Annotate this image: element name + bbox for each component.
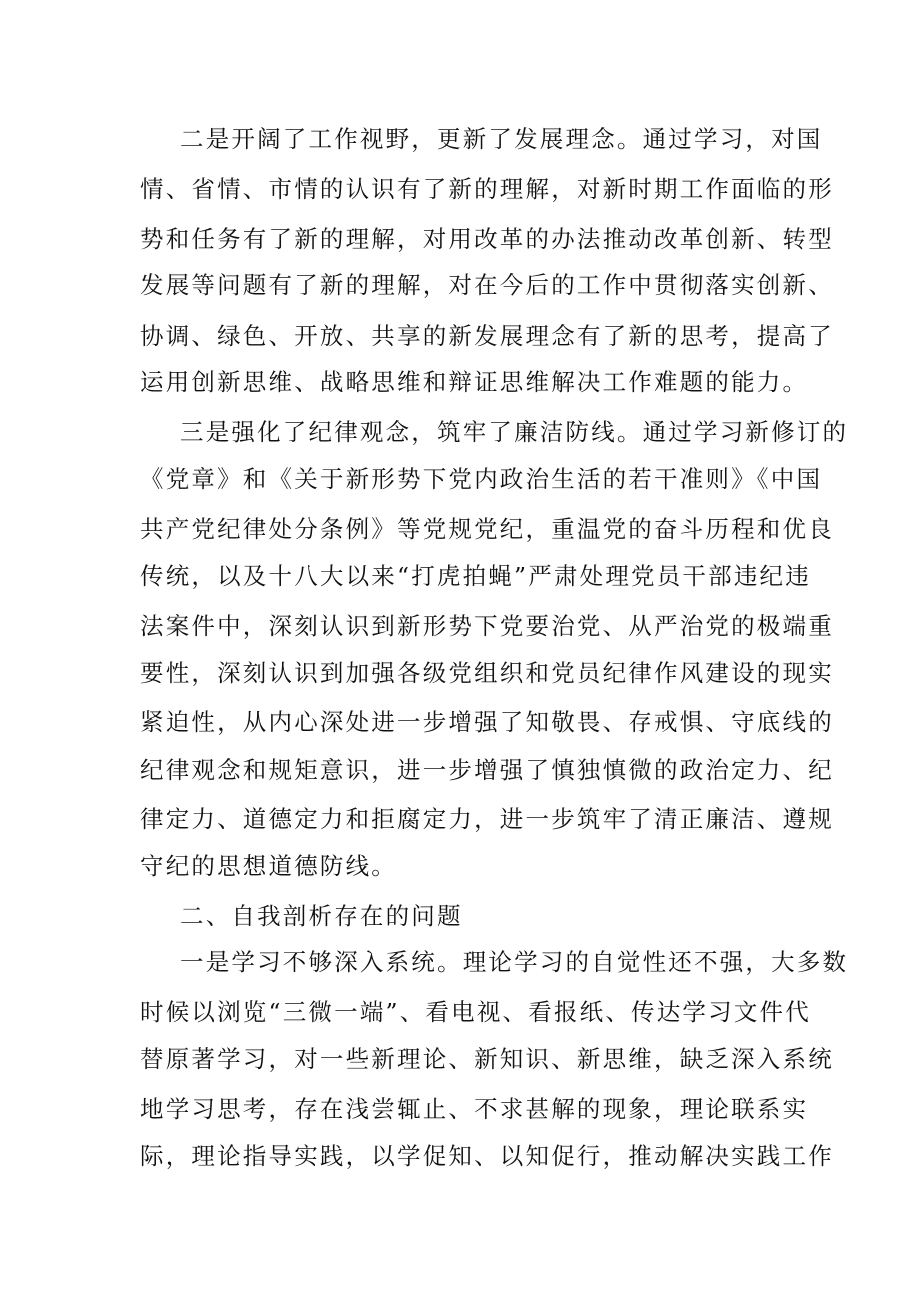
section-heading: 二、自我剖析存在的问题	[180, 902, 463, 930]
paragraph-line: 运用创新思维、战略思维和辩证思维解决工作难题的能力。	[140, 368, 809, 396]
paragraph-line: 三是强化了纪律观念，筑牢了廉洁防线。通过学习新修订的	[180, 418, 849, 446]
paragraph-line: 一是学习不够深入系统。理论学习的自觉性还不强，大多数	[180, 948, 849, 976]
paragraph-line: 共产党纪律处分条例》等党规党纪，重温党的奋斗历程和优良	[140, 515, 834, 543]
paragraph-line: 协调、绿色、开放、共享的新发展理念有了新的思考，提高了	[140, 322, 834, 350]
paragraph-line: 要性，深刻认识到加强各级党组织和党员纪律作风建设的现实	[140, 659, 834, 687]
paragraph-line: 传统，以及十八大以来“打虎拍蝇”严肃处理党员干部违纪违	[140, 562, 811, 590]
paragraph-line: 纪律观念和规矩意识，进一步增强了慎独慎微的政治定力、纪	[140, 756, 834, 784]
paragraph-line: 情、省情、市情的认识有了新的理解，对新时期工作面临的形	[140, 175, 834, 203]
paragraph-line: 二是开阔了工作视野，更新了发展理念。通过学习，对国	[180, 125, 823, 153]
paragraph-line: 紧迫性，从内心深处进一步增强了知敬畏、存戒惧、守底线的	[140, 708, 834, 736]
paragraph-line: 地学习思考，存在浅尝辄止、不求甚解的现象，理论联系实	[140, 1095, 809, 1123]
paragraph-line: 法案件中，深刻认识到新形势下党要治党、从严治党的极端重	[140, 612, 834, 640]
paragraph-line: 替原著学习，对一些新理论、新知识、新思维，缺乏深入系统	[140, 1045, 834, 1073]
paragraph-line: 际，理论指导实践，以学促知、以知促行，推动解决实践工作	[140, 1142, 834, 1170]
paragraph-line: 律定力、道德定力和拒腐定力，进一步筑牢了清正廉洁、遵规	[140, 805, 834, 833]
paragraph-line: 《党章》和《关于新形势下党内政治生活的若干准则》《中国	[140, 465, 823, 493]
paragraph-line: 势和任务有了新的理解，对用改革的办法推动改革创新、转型	[140, 225, 834, 253]
paragraph-line: 时候以浏览“三微一端”、看电视、看报纸、传达学习文件代	[140, 998, 811, 1026]
paragraph-line: 发展等问题有了新的理解，对在今后的工作中贯彻落实创新、	[140, 271, 834, 299]
paragraph-line: 守纪的思想道德防线。	[140, 852, 397, 880]
